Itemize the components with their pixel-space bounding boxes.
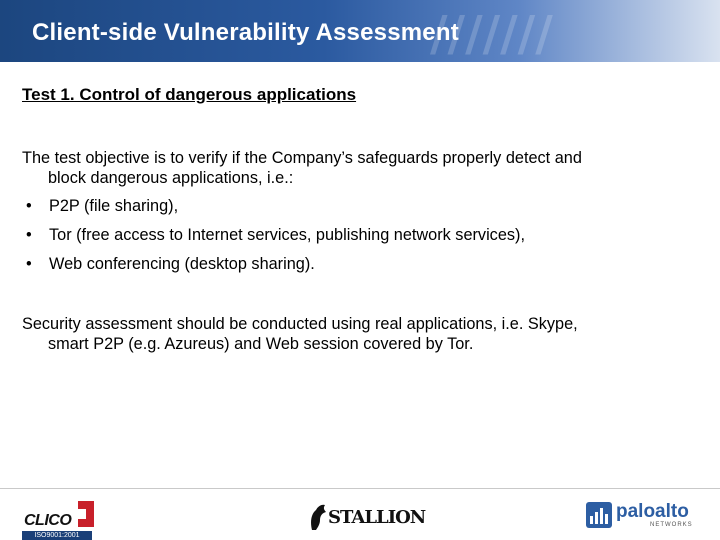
- clico-logo-text: CLICO: [24, 512, 72, 529]
- paloalto-logo-text: paloalto: [616, 501, 689, 522]
- clico-logo: [22, 497, 97, 539]
- objective-paragraph: [22, 148, 702, 188]
- header-decoration: [420, 0, 680, 62]
- list-item: [22, 196, 525, 225]
- stallion-logo: [308, 500, 426, 534]
- iso-certification-badge: ISO9001:2001: [22, 531, 92, 540]
- clico-mark-icon: [74, 499, 96, 529]
- list-item-text: Web conferencing (desktop sharing).: [49, 255, 315, 273]
- paloalto-logo: [586, 498, 716, 534]
- assessment-paragraph: [22, 314, 702, 354]
- bullet-icon: •: [26, 255, 32, 273]
- paloalto-networks-text: NETWORKS: [650, 522, 693, 528]
- list-item-text: P2P (file sharing),: [49, 197, 179, 215]
- application-list: [22, 196, 525, 283]
- objective-line-1: The test objective is to verify if the Company’s safeguards properly detect and: [22, 149, 582, 167]
- stallion-horse-icon: [308, 502, 328, 532]
- footer-divider: [0, 488, 720, 489]
- paloalto-bars-icon: [586, 502, 612, 528]
- section-subtitle: Test 1. Control of dangerous applications: [22, 85, 357, 104]
- slide-title: Client-side Vulnerability Assessment: [32, 19, 459, 46]
- list-item-text: Tor (free access to Internet services, publishing network services),: [49, 226, 525, 244]
- bullet-icon: •: [26, 226, 32, 244]
- bullet-icon: •: [26, 197, 32, 215]
- stallion-logo-text: STALLION: [328, 507, 426, 528]
- list-item: [22, 225, 525, 254]
- assessment-line-1: Security assessment should be conducted using real applications, i.e. Skype,: [22, 315, 578, 333]
- list-item: [22, 254, 525, 283]
- slide-header: [0, 0, 720, 62]
- svg-text:///////: ///////: [430, 6, 553, 62]
- assessment-line-2: smart P2P (e.g. Azureus) and Web session covered by Tor.: [48, 335, 474, 353]
- objective-line-2: block dangerous applications, i.e.:: [48, 169, 294, 187]
